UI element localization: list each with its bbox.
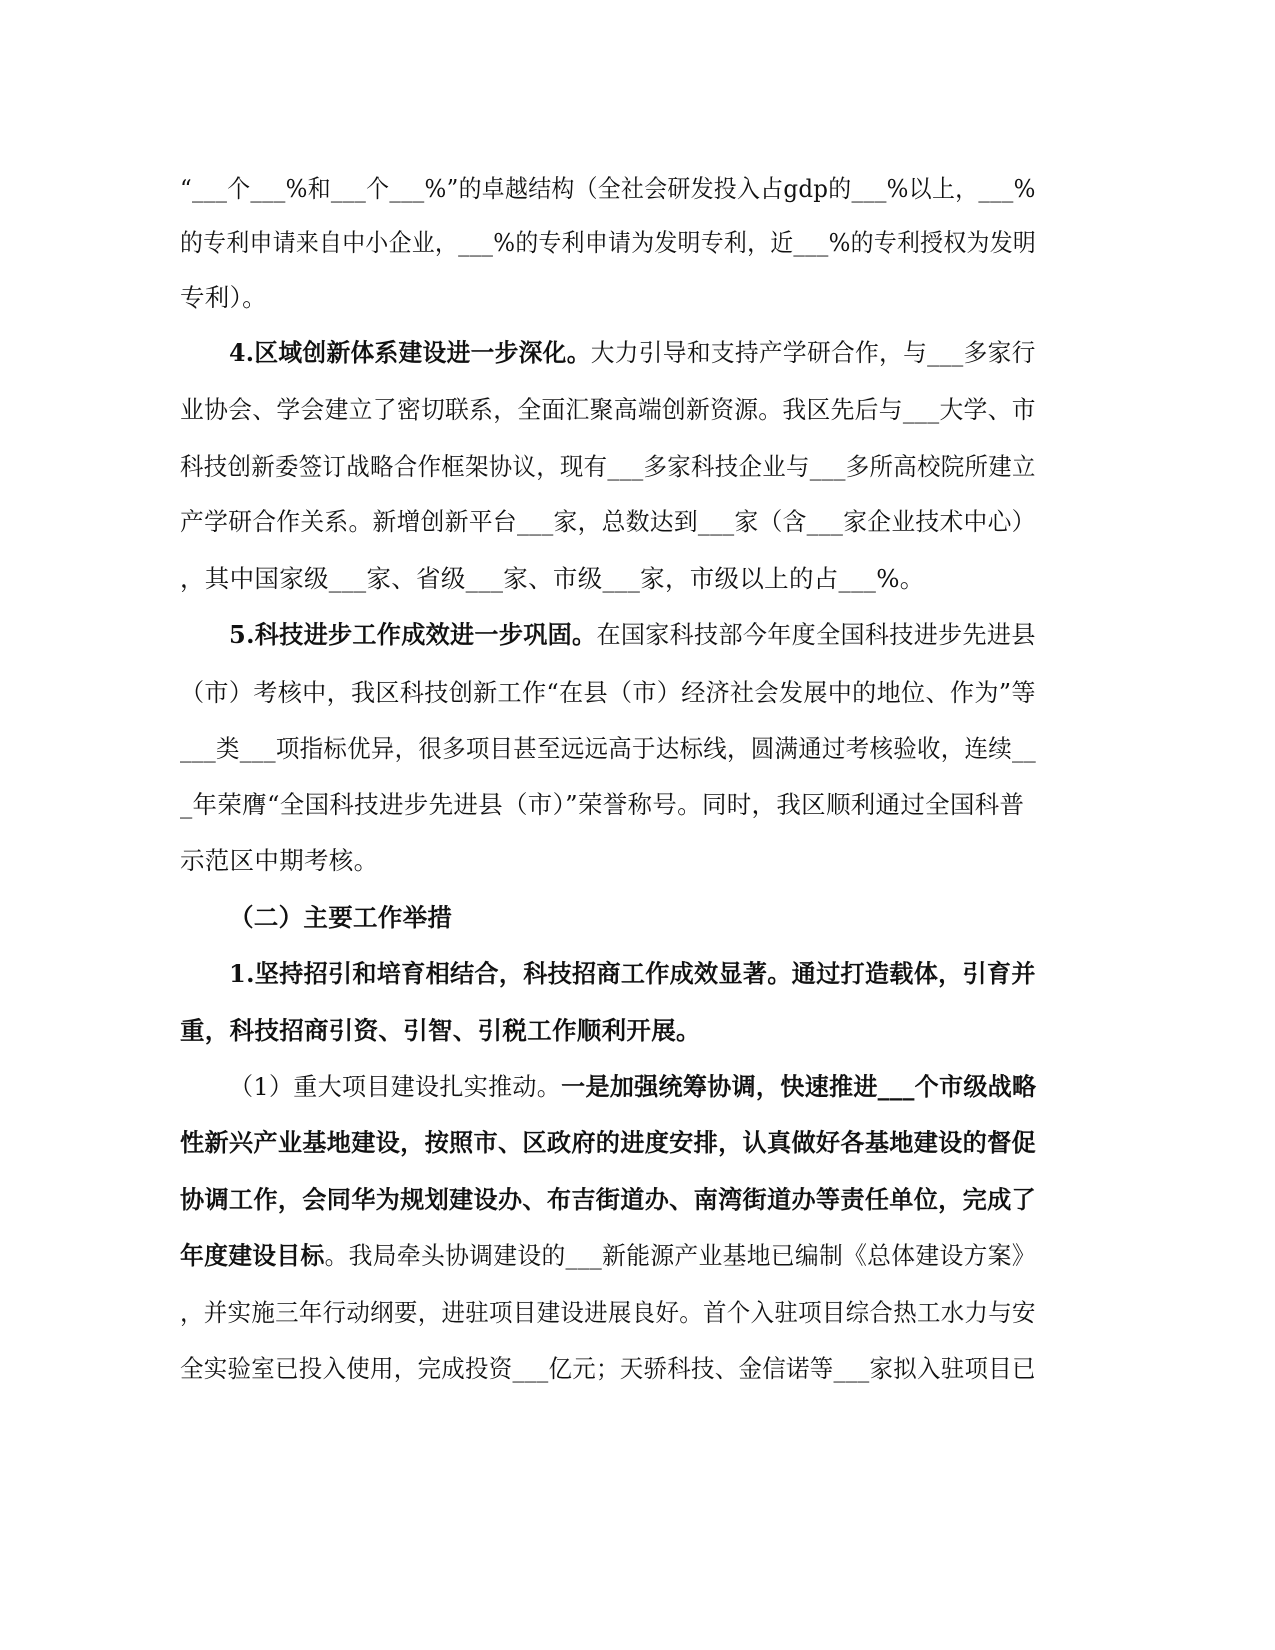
text-run: 专利）。 — [180, 283, 267, 312]
text-line — [180, 226, 1036, 260]
text-run: （市）考核中，我区科技创新工作“在县（市）经济社会发展中的地位、作为”等 — [180, 678, 1036, 707]
section-heading — [229, 901, 452, 935]
text-line — [229, 336, 1036, 370]
text-run-bold: 4.区域创新体系建设进一步深化。 — [229, 338, 591, 367]
text-run-bold: 协调工作，会同华为规划建设办、布吉街道办、南湾街道办等责任单位，完成了 — [180, 1185, 1037, 1214]
text-run-bold: 5.科技进步工作成效进一步巩固。 — [229, 620, 597, 649]
text-run: 产学研合作关系。新增创新平台___家，总数达到___家（含___家企业技术中心） — [180, 507, 1036, 536]
text-run: 的专利申请来自中小企业，___%的专利申请为发明专利，近___%的专利授权为发明 — [180, 228, 1037, 257]
text-line — [180, 172, 1036, 206]
text-line — [180, 505, 1036, 539]
text-line — [180, 1352, 1036, 1386]
text-line — [180, 676, 1036, 710]
text-run-bold: 性新兴产业基地建设，按照市、区政府的进度安排，认真做好各基地建设的督促 — [180, 1128, 1037, 1157]
text-line — [180, 788, 1024, 822]
text-run: 全实验室已投入使用，完成投资___亿元；天骄科技、金信诺等___家拟入驻项目已 — [180, 1354, 1036, 1383]
text-run: 科技创新委签订战略合作框架协议，现有___多家科技企业与___多所高校院所建立 — [180, 452, 1036, 481]
text-run: 业协会、学会建立了密切联系，全面汇聚高端创新资源。我区先后与___大学、市 — [180, 395, 1036, 424]
text-line — [180, 393, 1036, 427]
text-line — [180, 844, 378, 878]
text-run: ，并实施三年行动纲要，进驻项目建设进展良好。首个入驻项目综合热工水力与安 — [180, 1298, 1036, 1327]
text-line — [180, 1126, 1036, 1160]
text-run-bold: 重，科技招商引资、引智、引税工作顺利开展。 — [180, 1016, 701, 1045]
text-line — [229, 618, 1036, 652]
text-run: 示范区中期考核。 — [180, 846, 379, 875]
text-run: 在国家科技部今年度全国科技进步先进县 — [596, 620, 1036, 649]
text-line — [180, 562, 925, 596]
text-line — [180, 732, 1036, 766]
text-line — [229, 957, 1036, 991]
text-line — [180, 281, 267, 315]
text-run-bold: 1.坚持招引和培育相结合，科技招商工作成效显著。通过打造载体，引育并 — [229, 959, 1036, 988]
text-run-bold: 年度建设目标 — [180, 1241, 325, 1270]
text-run: _年荣膺“全国科技进步先进县（市）”荣誉称号。同时，我区顺利通过全国科普 — [180, 790, 1025, 819]
text-line — [180, 1296, 1036, 1330]
text-line — [180, 1183, 1036, 1217]
text-run: 。我局牵头协调建设的___新能源产业基地已编制《总体建设方案》 — [324, 1241, 1036, 1270]
text-line — [180, 1239, 1036, 1273]
text-line — [180, 1014, 701, 1048]
text-run: （1）重大项目建设扎实推动。 — [229, 1072, 562, 1101]
text-run: 大力引导和支持产学研合作，与___多家行 — [590, 338, 1036, 367]
text-run: ___类___项指标优异，很多项目甚至远远高于达标线，圆满通过考核验收，连续__ — [180, 734, 1037, 763]
text-run: ，其中国家级___家、省级___家、市级___家，市级以上的占___%。 — [180, 564, 925, 593]
text-run-bold: （二）主要工作举措 — [229, 903, 453, 932]
text-run-bold: 一是加强统筹协调，快速推进___个市级战略 — [561, 1072, 1037, 1101]
text-line — [229, 1070, 1036, 1104]
text-run: “___个___%和___个___%”的卓越结构（全社会研发投入占gdp的___%以上，___% — [180, 174, 1036, 203]
text-line — [180, 450, 1036, 484]
